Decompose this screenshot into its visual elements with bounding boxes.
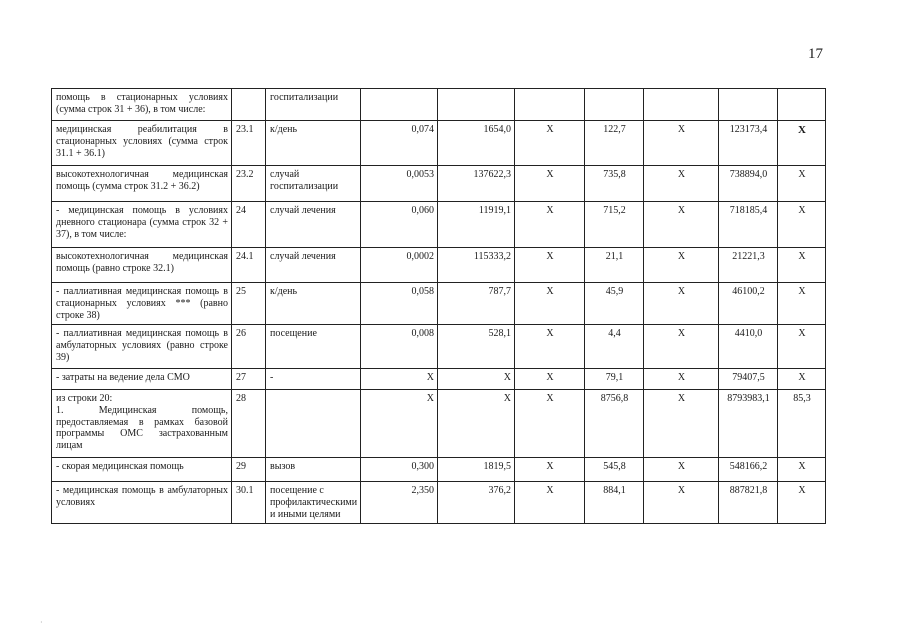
unit-cell: случай лечения xyxy=(266,248,361,283)
value-cell: 85,3 xyxy=(778,390,826,458)
value-cell: 0,300 xyxy=(361,458,438,482)
value-cell: X xyxy=(778,458,826,482)
value-cell: 528,1 xyxy=(438,325,515,369)
unit-cell: случай лечения xyxy=(266,202,361,248)
table-body xyxy=(52,89,826,524)
value-cell: X xyxy=(515,458,585,482)
row-number-cell xyxy=(232,89,266,121)
value-cell: X xyxy=(778,325,826,369)
row-name-cell: - затраты на ведение дела СМО xyxy=(52,369,232,390)
row-name-cell: высокотехнологичная медицинская помощь (сумма строк 31.2 + 36.2) xyxy=(52,166,232,202)
row-name-cell: помощь в стационарных условиях (сумма строк 31 + 36), в том числе: xyxy=(52,89,232,121)
value-cell: 8793983,1 xyxy=(719,390,778,458)
medical-care-table xyxy=(51,88,826,524)
value-cell: 0,0053 xyxy=(361,166,438,202)
value-cell: 376,2 xyxy=(438,482,515,524)
table-row xyxy=(52,458,826,482)
value-cell: 715,2 xyxy=(585,202,644,248)
value-cell: X xyxy=(438,369,515,390)
table-row xyxy=(52,121,826,166)
value-cell: X xyxy=(515,248,585,283)
value-cell: 45,9 xyxy=(585,283,644,325)
value-cell: 79,1 xyxy=(585,369,644,390)
value-cell: X xyxy=(361,369,438,390)
value-cell: 884,1 xyxy=(585,482,644,524)
value-cell: X xyxy=(644,325,719,369)
value-cell: X xyxy=(515,121,585,166)
row-number-cell: 27 xyxy=(232,369,266,390)
value-cell: 2,350 xyxy=(361,482,438,524)
value-cell xyxy=(719,89,778,121)
value-cell xyxy=(644,89,719,121)
unit-cell: посещение с профилактическими и иными целями xyxy=(266,482,361,524)
row-name-cell: из строки 20: 1. Медицинская помощь, предоставляемая в рамках базовой программы ОМС застрахованным лицам xyxy=(52,390,232,458)
value-cell: X xyxy=(778,166,826,202)
scan-artifact: · xyxy=(40,618,43,627)
unit-cell: случай госпитализации xyxy=(266,166,361,202)
row-number-cell: 28 xyxy=(232,390,266,458)
value-cell: 46100,2 xyxy=(719,283,778,325)
value-cell: 115333,2 xyxy=(438,248,515,283)
value-cell xyxy=(585,89,644,121)
value-cell: X xyxy=(778,248,826,283)
row-number-cell: 24 xyxy=(232,202,266,248)
value-cell xyxy=(438,89,515,121)
value-cell: 1654,0 xyxy=(438,121,515,166)
value-cell: X xyxy=(644,121,719,166)
unit-cell: - xyxy=(266,369,361,390)
row-name-cell: - медицинская помощь в условиях дневного стационара (сумма строк 32 + 37), в том числе: xyxy=(52,202,232,248)
value-cell: X xyxy=(644,458,719,482)
value-cell: X xyxy=(778,121,826,166)
value-cell: 0,060 xyxy=(361,202,438,248)
row-number-cell: 30.1 xyxy=(232,482,266,524)
table-row xyxy=(52,166,826,202)
value-cell: 21221,3 xyxy=(719,248,778,283)
value-cell: X xyxy=(644,390,719,458)
unit-cell: к/день xyxy=(266,283,361,325)
value-cell: X xyxy=(778,369,826,390)
page-number: 17 xyxy=(808,46,823,62)
row-number-cell: 23.1 xyxy=(232,121,266,166)
value-cell: X xyxy=(644,166,719,202)
unit-cell xyxy=(266,390,361,458)
value-cell xyxy=(778,89,826,121)
row-name-cell: - паллиативная медицинская помощь в амбулаторных условиях (равно строке 39) xyxy=(52,325,232,369)
row-number-cell: 24.1 xyxy=(232,248,266,283)
value-cell: 122,7 xyxy=(585,121,644,166)
value-cell: 0,008 xyxy=(361,325,438,369)
value-cell: 0,074 xyxy=(361,121,438,166)
value-cell: 0,058 xyxy=(361,283,438,325)
value-cell: X xyxy=(778,283,826,325)
table-row xyxy=(52,283,826,325)
value-cell: 21,1 xyxy=(585,248,644,283)
row-name-cell: - скорая медицинская помощь xyxy=(52,458,232,482)
value-cell: 1819,5 xyxy=(438,458,515,482)
value-cell: 735,8 xyxy=(585,166,644,202)
unit-cell: вызов xyxy=(266,458,361,482)
value-cell: 0,0002 xyxy=(361,248,438,283)
value-cell: 123173,4 xyxy=(719,121,778,166)
value-cell: X xyxy=(515,283,585,325)
row-number-cell: 25 xyxy=(232,283,266,325)
value-cell: 887821,8 xyxy=(719,482,778,524)
value-cell: 79407,5 xyxy=(719,369,778,390)
table-row xyxy=(52,202,826,248)
row-number-cell: 26 xyxy=(232,325,266,369)
row-number-cell: 23.2 xyxy=(232,166,266,202)
value-cell xyxy=(515,89,585,121)
value-cell: 718185,4 xyxy=(719,202,778,248)
value-cell: 545,8 xyxy=(585,458,644,482)
value-cell: 11919,1 xyxy=(438,202,515,248)
value-cell: X xyxy=(515,482,585,524)
value-cell: X xyxy=(515,390,585,458)
table-row xyxy=(52,390,826,458)
table-row xyxy=(52,89,826,121)
value-cell: X xyxy=(515,325,585,369)
value-cell: X xyxy=(778,482,826,524)
unit-cell: посещение xyxy=(266,325,361,369)
value-cell xyxy=(361,89,438,121)
value-cell: X xyxy=(778,202,826,248)
value-cell: X xyxy=(361,390,438,458)
value-cell: X xyxy=(515,369,585,390)
value-cell: X xyxy=(644,283,719,325)
value-cell: 8756,8 xyxy=(585,390,644,458)
value-cell: X xyxy=(644,482,719,524)
row-name-cell: высокотехнологичная медицинская помощь (равно строке 32.1) xyxy=(52,248,232,283)
value-cell: X xyxy=(515,202,585,248)
value-cell: X xyxy=(644,202,719,248)
value-cell: X xyxy=(644,248,719,283)
table-row xyxy=(52,369,826,390)
row-name-cell: медицинская реабилитация в стационарных условиях (сумма строк 31.1 + 36.1) xyxy=(52,121,232,166)
value-cell: 787,7 xyxy=(438,283,515,325)
unit-cell: госпитализации xyxy=(266,89,361,121)
value-cell: 548166,2 xyxy=(719,458,778,482)
row-number-cell: 29 xyxy=(232,458,266,482)
value-cell: X xyxy=(515,166,585,202)
unit-cell: к/день xyxy=(266,121,361,166)
value-cell: X xyxy=(644,369,719,390)
value-cell: 4410,0 xyxy=(719,325,778,369)
table-row xyxy=(52,482,826,524)
table-row xyxy=(52,248,826,283)
value-cell: 738894,0 xyxy=(719,166,778,202)
value-cell: 4,4 xyxy=(585,325,644,369)
value-cell: 137622,3 xyxy=(438,166,515,202)
row-name-cell: - паллиативная медицинская помощь в стационарных условиях *** (равно строке 38) xyxy=(52,283,232,325)
row-name-cell: - медицинская помощь в амбулаторных условиях xyxy=(52,482,232,524)
table-row xyxy=(52,325,826,369)
value-cell: X xyxy=(438,390,515,458)
